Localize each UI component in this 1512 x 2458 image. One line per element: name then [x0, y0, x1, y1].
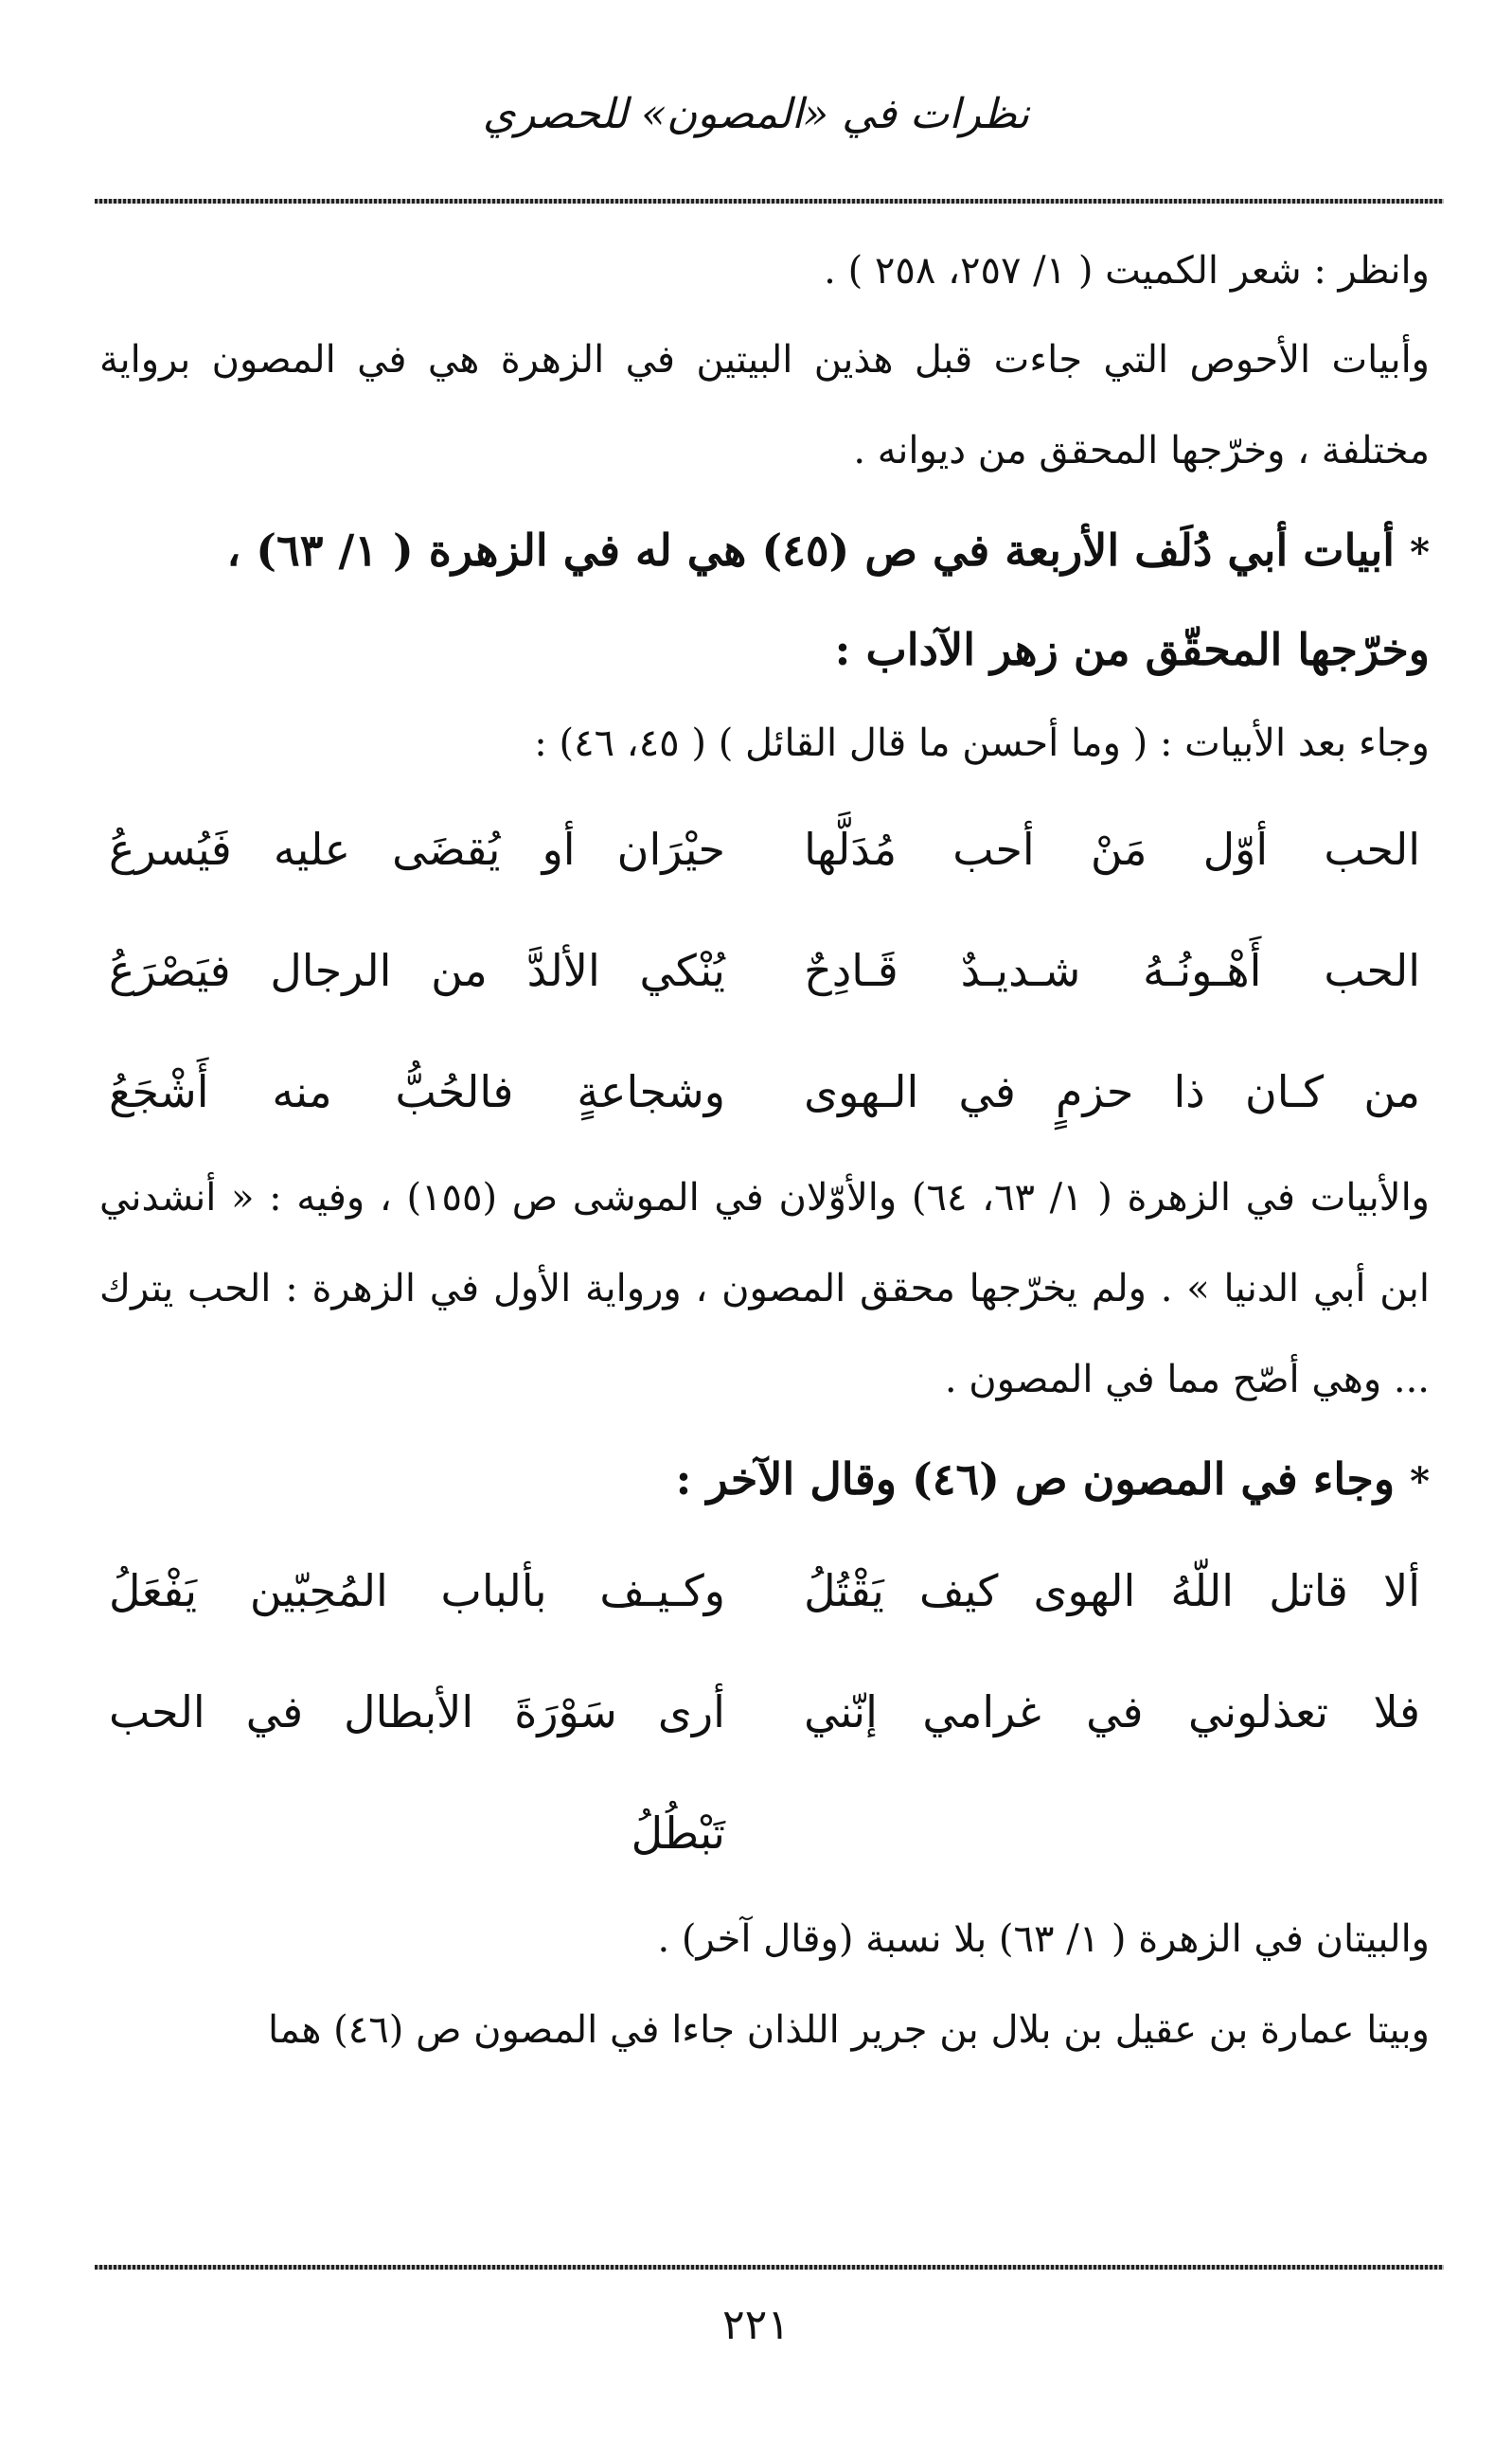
heading-text: أبيات أبي دُلَف الأربعة في ص (٤٥) هي له في الزهرة ( ١/ ٦٣) ، وخرّجها المحقّق من زهر الآداب :	[226, 525, 1430, 675]
verse-line	[99, 1651, 1430, 1894]
asterisk-marker: *	[1410, 530, 1430, 575]
verse-line	[99, 1031, 1430, 1152]
poem-block-2	[99, 1530, 1430, 1894]
section-heading-qala-akhar	[99, 1431, 1430, 1530]
verse-first-hemistich: الحب أَهْـونُـهُ شـديـدٌ قَـادِحٌ	[804, 945, 1420, 996]
paragraph-reference: وانظر : شعر الكميت ( ١/ ٢٥٧، ٢٥٨ ) .	[824, 249, 1430, 293]
paragraph-intro-verses: وجاء بعد الأبيات : ( وما أحسن ما قال القائل ) ( ٤٥، ٤٦) :	[534, 721, 1430, 765]
verse-second-hemistich: وكـيـف بألباب المُحِبّين يَفْعَلُ	[109, 1565, 725, 1616]
footer-divider	[95, 2265, 1444, 2270]
verse-first-hemistich: ألا قاتل اللّهُ الهوى كيف يَقْتُلُ	[804, 1565, 1420, 1616]
verse-first-hemistich: فلا تعذلوني في غرامي إنّني	[804, 1686, 1420, 1737]
verse-second-hemistich: أرى سَوْرَةَ الأبطال في الحب تَبْطُلُ	[109, 1686, 725, 1859]
running-header: نظرات في «المصون» للحصري	[482, 90, 1030, 138]
heading-text: وجاء في المصون ص (٤٦) وقال الآخر :	[675, 1453, 1396, 1505]
asterisk-marker: *	[1410, 1459, 1430, 1504]
paragraph-ahwas: وأبيات الأحوص التي جاءت قبل هذين البيتين في الزهرة هي في المصون برواية مختلفة ، وخرّجها المحقق من ديوانه .	[99, 338, 1430, 472]
page-body	[99, 227, 1430, 2075]
verse-second-hemistich: يُنْكي الألدَّ من الرجال فيَصْرَعُ	[109, 945, 725, 996]
verse-second-hemistich: حيْرَان أو يُقضَى عليه فَيُسرعُ	[109, 824, 725, 875]
paragraph-zahra-notes: والأبيات في الزهرة ( ١/ ٦٣، ٦٤) والأوّلان في الموشى ص (١٥٥) ، وفيه : « أنشدني ابن أبي الدنيا » . ولم يخرّجها محقق المصون ، ورواية الأول في الزهرة : الحب يترك ... وهي أصّح مما في المصون .	[99, 1176, 1430, 1401]
verse-line	[99, 910, 1430, 1031]
paragraph-two-verses-source: والبيتان في الزهرة ( ١/ ٦٣) بلا نسبة (وقال آخر) .	[657, 1917, 1430, 1961]
poem-block-1	[99, 789, 1430, 1152]
verse-line	[99, 789, 1430, 910]
header-divider	[95, 199, 1444, 204]
verse-line	[99, 1530, 1430, 1651]
verse-first-hemistich: من كـان ذا حزمٍ في الـهوى	[804, 1066, 1420, 1117]
section-heading-abu-dulaf	[99, 502, 1430, 698]
page-number: ٢٢١	[722, 2301, 790, 2349]
verse-first-hemistich: الحب أوّل مَنْ أحب مُدَلَّها	[804, 824, 1420, 875]
verse-second-hemistich: وشجاعةٍ فالحُبُّ منه أَشْجَعُ	[109, 1066, 725, 1117]
paragraph-umara-verses: وبيتا عمارة بن عقيل بن بلال بن جرير اللذان جاءا في المصون ص (٤٦) هما	[268, 2008, 1430, 2052]
